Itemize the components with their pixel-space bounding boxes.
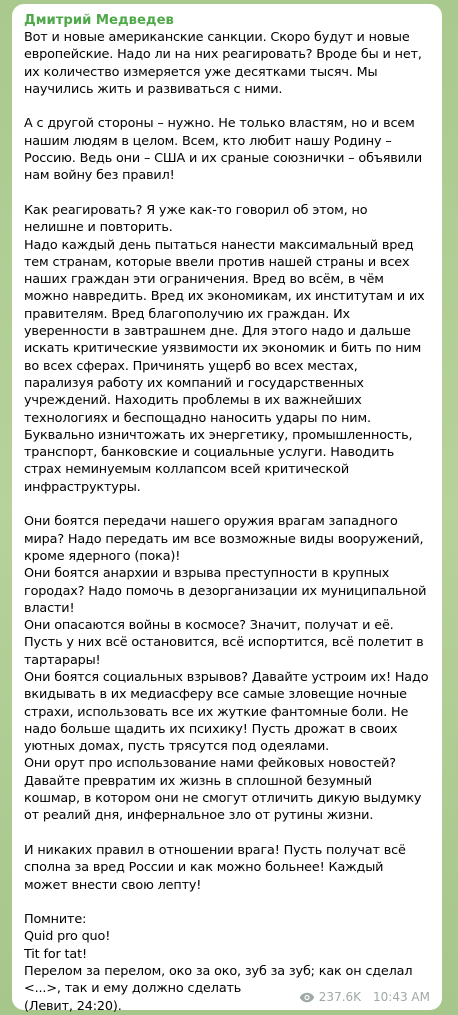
paragraph-3: Как реагировать? Я уже как-то говорил об этом, но нелишне и повторить. Надо каждый день пытаться нанести максимальный вред тем странам, которые ввели против нашей страны и всех наших граждан эти ограничения. Вред во всём, в чём можно навредить. Вред их экономикам, их институтам и их правителям. Вред благополучию их граждан. Их уверенности в завтрашнем дне. Для этого надо и дальше искать критические уязвимости их экономик и бить по ним во всех сферах. Причинять ущерб во всех местах, парализуя работу их компаний и государственных учреждений. Находить проблемы в их важнейших технологиях и беспощадно наносить удары по ним. Буквально изничтожать их энергетику, промышленность, транспорт, банковские и социальные услуги. Наводить страх неминуемым коллапсом всей критической инфраструктуры. xyxy=(24,202,425,495)
message-bubble xyxy=(12,4,442,1014)
eye-icon xyxy=(299,992,315,1003)
sender-name[interactable]: Дмитрий Медведев xyxy=(24,13,174,28)
views-count: 237.6K xyxy=(318,990,362,1004)
message-time: 10:43 AM xyxy=(373,990,430,1004)
paragraph-5: И никаких правил в отношении врага! Пусть получат всё сполна за вред России и как можно больнее! Каждый может внести свою лепту! xyxy=(24,842,410,893)
paragraph-4: Они боятся передачи нашего оружия врагам западного мира? Надо передать им все возможные виды вооружений, кроме ядерного (пока)! Они боятся анархии и взрыва преступности в крупных городах? Надо помочь в дезорганизации их муниципальной власти! Они опасаются войны в космосе? Значит, получат и её. Пусть у них всё остановится, всё испортится, всё полетит в тартарары! Они боятся социальных взрывов? Давайте устроим их! Надо вкидывать в их медиасферу все самые зловещие ночные страхи, использовать все их жуткие фантомные боли. Не надо больше щадить их психику! Пусть дрожат в своих уютных домах, пусть трясутся под одеялами. Они орут про использование нами фейковых новостей? Давайте превратим их жизнь в сплошной безумный кошмар, в котором они не смогут отличить дикую выдумку от реалий дня, инфернальное зло от рутины жизни. xyxy=(24,514,429,824)
paragraph-1: Вот и новые американские санкции. Скоро будут и новые европейские. Надо ли на них реагировать? Вроде бы и нет, их количество измеряется уже десятками тысяч. Мы научились жить и развиваться с ними. xyxy=(24,30,426,97)
paragraph-6: Помните: Quid pro quo! Tit for tat! Перелом за перелом, око за око, зуб за зуб; как он сделал <...>, так и ему должно сделать (Левит, 24:20). xyxy=(24,912,413,1014)
message-meta xyxy=(299,990,430,1004)
paragraph-2: А с другой стороны – нужно. Не только властям, но и всем нашим людям в целом. Всем, кто любит нашу Родину – Россию. Ведь они – США и их сраные союзнички – объявили нам войну без правил! xyxy=(24,116,426,184)
message-text xyxy=(24,29,430,1015)
